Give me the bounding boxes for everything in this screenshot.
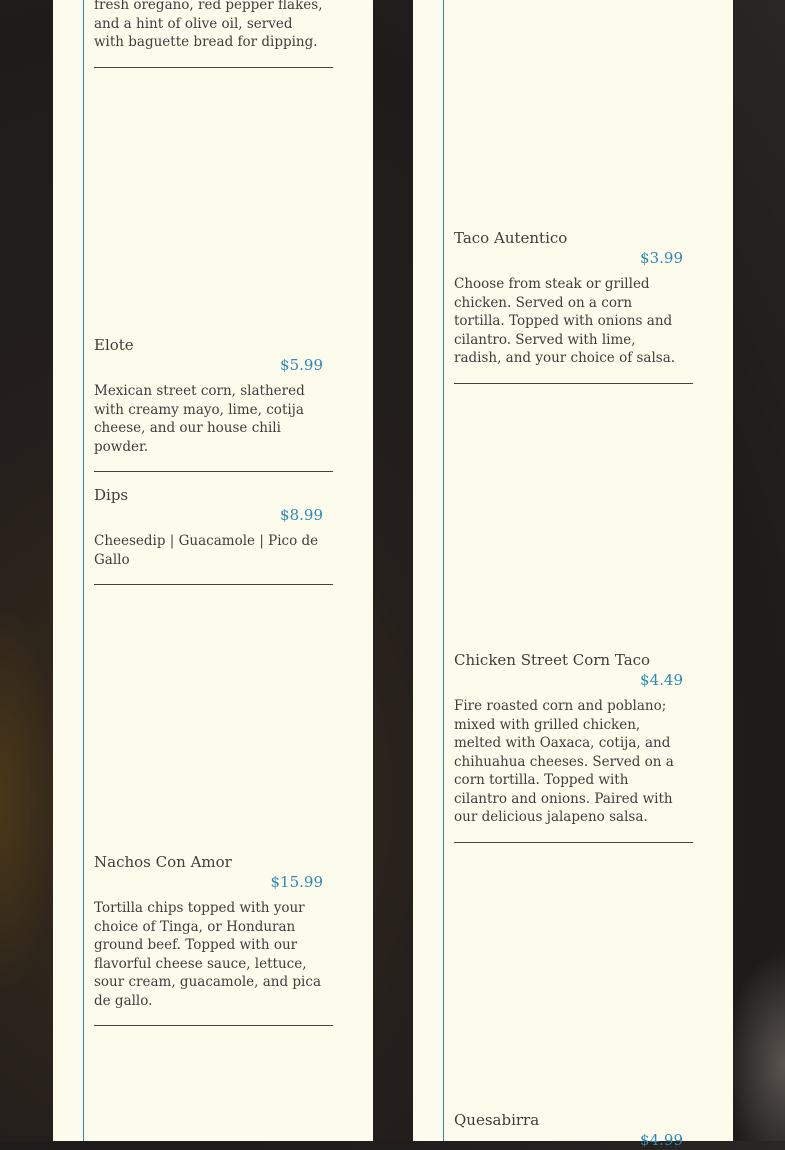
column-border-line [443, 0, 444, 1141]
item-price: $8.99 [280, 506, 323, 524]
menu-item-chicken-street-corn-taco[interactable] [454, 650, 693, 843]
item-name: Quesabirra [454, 1111, 540, 1129]
item-price: $3.99 [640, 249, 683, 267]
item-divider [94, 584, 333, 585]
item-name: Elote [94, 336, 134, 354]
background-glow [0, 600, 60, 1000]
item-description: Choose from steak or grilled chicken. Served on a corn tortilla. Topped with onions and cilantro. Served with lime, radish, and your choice of salsa. [454, 276, 676, 366]
item-price: $15.99 [270, 873, 323, 891]
item-description: Tortilla chips topped with your choice of Tinga, or Honduran ground beef. Topped with our flavorful cheese sauce, lettuce, sour cream, guacamole, and pica de gallo. [94, 900, 321, 1009]
menu-column-left [53, 0, 373, 1141]
item-price: $4.49 [640, 671, 683, 689]
menu-item-taco-autentico[interactable] [454, 228, 693, 384]
background-glow [725, 950, 785, 1141]
item-description: Fire roasted corn and poblano; mixed with grilled chicken, melted with Oaxaca, cotija, and chihuahua cheeses. Served on a corn tortilla. Topped with cilantro and onions. Paired with our delicious jalapeno salsa. [454, 698, 674, 825]
menu-column-right [413, 0, 733, 1149]
item-divider [94, 471, 333, 472]
menu-item-elote[interactable] [94, 335, 333, 472]
item-name: Taco Autentico [454, 229, 568, 247]
item-price: $4.99 [640, 1131, 683, 1149]
item-name: Dips [94, 486, 129, 504]
item-divider [454, 383, 693, 384]
column-border-line [83, 0, 84, 1141]
menu-item-nachos-con-amor[interactable] [94, 852, 333, 1026]
item-description: Mexican street corn, slathered with creamy mayo, lime, cotija cheese, and our house chili powder. [94, 383, 305, 455]
item-description: Cheesedip | Guacamole | Pico de Gallo [94, 533, 319, 568]
item-divider [454, 842, 693, 843]
item-description: fresh oregano, red pepper flakes, and a hint of olive oil, served with baguette bread for dipping. [94, 0, 323, 50]
item-price: $5.99 [280, 356, 323, 374]
menu-item-quesabirra[interactable] [454, 1110, 693, 1150]
item-divider [94, 67, 333, 68]
item-name: Chicken Street Corn Taco [454, 651, 651, 669]
menu-item-dips[interactable] [94, 485, 333, 585]
item-name: Nachos Con Amor [94, 853, 232, 871]
item-divider [94, 1025, 333, 1026]
